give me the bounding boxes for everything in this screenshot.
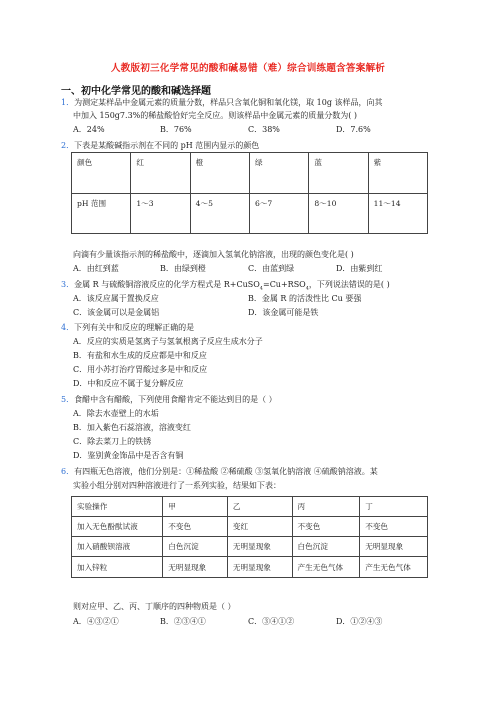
table-cell: 加入锌粒 (72, 557, 163, 578)
q6-option-b: B．②③④① (160, 617, 206, 626)
ph-color-table (71, 152, 428, 234)
q2-option-b: B．由绿到橙 (160, 264, 206, 273)
q2-option-c: C．由蓝到绿 (248, 264, 295, 273)
q2-number: 2． (61, 141, 75, 150)
table-cell: 不变色 (163, 517, 228, 537)
q6-option-a: A．④③②① (73, 617, 119, 626)
q2-line2: 向滴有少量该指示剂的稀盐酸中，逐滴加入氢氧化钠溶液，出现的颜色变化是( ) (73, 250, 354, 259)
q4-line1: 4．下列有关中和反应的理解正确的是 (61, 323, 195, 332)
q4-number: 4． (61, 323, 75, 332)
q5-line1: 5．食醋中含有醋酸，下列使用食醋肯定不能达到目的是（ ） (61, 395, 277, 404)
table-row (72, 557, 428, 578)
table-cell: 白色沉淀 (292, 537, 360, 557)
q6-line3: 则对应甲、乙、丙、丁顺序的四种物质是（ ） (73, 602, 236, 611)
q1-number: 1． (61, 98, 75, 107)
table-cell: 颜色 (72, 153, 131, 194)
q5-option-a: A．除去水壶壁上的水垢 (73, 409, 159, 418)
table-cell: 4～5 (190, 194, 249, 234)
q1-line1: 1．为测定某样品中金属元素的质量分数，样品只含氧化铜和氧化镁，取 10g 该样品，向其 (61, 98, 383, 107)
table-cell: 乙 (227, 497, 292, 517)
q2-option-a: A．由红到蓝 (73, 264, 119, 273)
table-cell: 变红 (227, 517, 292, 537)
q6-line2: 实验小组分别对四种溶液进行了一系列实验，结果如下表： (73, 481, 281, 490)
q6-option-d: D．①②④③ (336, 617, 383, 626)
table-cell: 丁 (360, 497, 428, 517)
section-heading: 一、初中化学常见的酸和碱选择题 (61, 86, 211, 97)
q4-option-a: A．反应的实质是氢离子与氢氧根离子反应生成水分子 (73, 337, 263, 346)
table-cell: 加入硝酸钡溶液 (72, 537, 163, 557)
table-cell: 产生无色气体 (360, 557, 428, 578)
table-cell: 8～10 (309, 194, 368, 234)
q3-option-b: B．金属 R 的活泼性比 Cu 要强 (248, 294, 362, 303)
q4-option-c: C．用小苏打治疗胃酸过多是中和反应 (73, 365, 208, 374)
q1-line2: 中加入 150g7.3%的稀盐酸恰好完全反应。则该样品中金属元素的质量分数为( ) (73, 111, 358, 120)
table-row (72, 537, 428, 557)
experiment-table (71, 496, 428, 578)
table-cell: 橙 (190, 153, 249, 194)
q1-option-d: D．7.6% (336, 125, 371, 134)
table-cell: 不变色 (360, 517, 428, 537)
table-cell: 产生无色气体 (292, 557, 360, 578)
q5-number: 5． (61, 395, 75, 404)
table-cell: 11～14 (368, 194, 427, 234)
table-cell: 红 (131, 153, 190, 194)
q3-option-c: C．该金属可以是金属铝 (73, 308, 160, 317)
table-cell: 无明显现象 (227, 557, 292, 578)
q3-number: 3． (61, 280, 75, 289)
table-row (72, 517, 428, 537)
q1-option-a: A．24% (73, 125, 105, 134)
q6-number: 6． (61, 467, 75, 476)
table-cell: 绿 (249, 153, 308, 194)
table-cell: 紫 (368, 153, 427, 194)
q4-option-b: B．有盐和水生成的反应都是中和反应 (73, 351, 207, 360)
table-cell: 实验操作 (72, 497, 163, 517)
table-cell: 不变色 (292, 517, 360, 537)
q4-option-d: D．中和反应不属于复分解反应 (73, 379, 184, 388)
q3-option-a: A．该反应属于置换反应 (73, 294, 159, 303)
q5-option-c: C．除去菜刀上的铁锈 (73, 437, 152, 446)
table-cell: pH 范围 (72, 194, 131, 234)
table-cell: 6～7 (249, 194, 308, 234)
table-cell: 无明显现象 (360, 537, 428, 557)
q6-line1: 6．有四瓶无色溶液，他们分别是：①稀盐酸 ②稀硫酸 ③氢氧化钠溶液 ④硫酸钠溶液。某 (61, 467, 378, 476)
q2-line1: 2．下表是某酸碱指示剂在不同的 pH 范围内显示的颜色 (61, 141, 260, 150)
table-cell: 无明显现象 (163, 557, 228, 578)
document-title: 人教版初三化学常见的酸和碱易错（难）综合训练题含答案解析 (110, 63, 386, 74)
q1-option-b: B．76% (160, 125, 192, 134)
table-cell: 甲 (163, 497, 228, 517)
q5-option-d: D．鉴别黄金饰品中是否含有铜 (73, 451, 184, 460)
q6-option-c: C．③④①② (248, 617, 295, 626)
q1-option-c: C．38% (248, 125, 280, 134)
q5-option-b: B．加入紫色石蕊溶液，溶液变红 (73, 423, 191, 432)
q2-option-d: D．由紫到红 (336, 264, 383, 273)
table-cell: 蓝 (309, 153, 368, 194)
table-cell: 丙 (292, 497, 360, 517)
table-cell: 白色沉淀 (163, 537, 228, 557)
q3-option-d: D．该金属可能是铁 (248, 308, 319, 317)
table-cell: 1～3 (131, 194, 190, 234)
q3-line1: 3．金属 R 与硫酸铜溶液反应的化学方程式是 $R+CuSO_4=Cu+RSO_4$，下列说法错误的是( ) (61, 280, 390, 292)
table-cell: 无明显现象 (227, 537, 292, 557)
table-cell: 加入无色酚酞试液 (72, 517, 163, 537)
